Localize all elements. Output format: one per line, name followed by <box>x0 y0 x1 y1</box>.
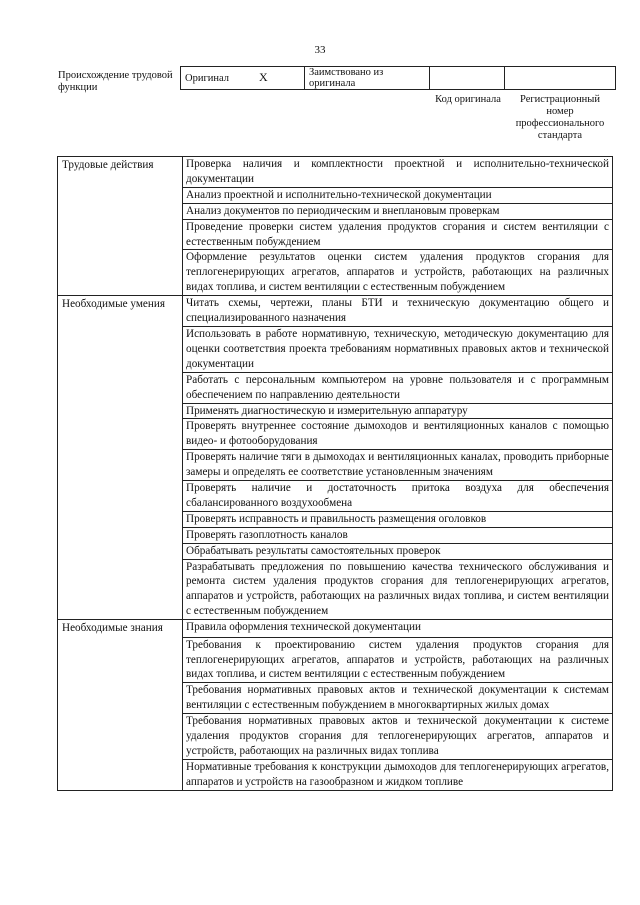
item-description: Правила оформления технической документации <box>183 620 613 637</box>
table-row <box>58 481 613 512</box>
table-row <box>58 403 613 419</box>
section-label-neobkhodimye-znaniya <box>58 683 183 714</box>
section-label-neobkhodimye-znaniya <box>58 637 183 683</box>
table-row <box>58 250 613 296</box>
code-original-label: Код оригинала <box>435 94 501 105</box>
function-table-body <box>58 157 613 791</box>
item-description: Требования нормативных правовых актов и технической документации к системам вентиляции с естественным побуждением в многоквартирных жилых домах <box>183 683 613 714</box>
table-row <box>58 527 613 543</box>
table-row <box>58 187 613 203</box>
item-description: Проверять исправность и правильность размещения оголовков <box>183 511 613 527</box>
item-description: Проверять наличие тяги в дымоходах и вентиляционных каналах, проводить приборные замеры и определять ее соответствие установленным значениям <box>183 450 613 481</box>
item-description: Работать с персональным компьютером на уровне пользователя и с программным обеспечением по направлению деятельности <box>183 372 613 403</box>
section-label-neobkhodimye-umeniya <box>58 419 183 450</box>
item-description: Нормативные требования к конструкции дымоходов для теплогенерирующих агрегатов, аппаратов и устройств на газообразном и жидком топливе <box>183 759 613 790</box>
table-row <box>58 683 613 714</box>
item-description: Требования нормативных правовых актов и технической документации к системе удаления продуктов сгорания для теплогенерирующих агрегатов, аппаратов и устройств, работающих на различных видах топлива <box>183 714 613 760</box>
origin-code-cell <box>430 67 505 90</box>
origin-label: Происхождение трудовой функции <box>58 70 173 93</box>
section-label-neobkhodimye-umeniya <box>58 527 183 543</box>
item-description: Требования к проектированию систем удаления продуктов сгорания для теплогенерирующих агрегатов, аппаратов и устройств, работающих на различных видах топлива, и систем вентиляции с естественным побуждением <box>183 637 613 683</box>
page-number: 33 <box>314 44 326 56</box>
section-label-trudovye-deystviya <box>58 187 183 203</box>
item-description: Проверять газоплотность каналов <box>183 527 613 543</box>
section-label-neobkhodimye-umeniya <box>58 326 183 372</box>
original-mark: X <box>259 70 268 84</box>
item-description: Оформление результатов оценки систем удаления продуктов сгорания для теплогенерирующих агрегатов, аппаратов и устройств, работающих на различных видах топлива, и систем вентиляции с естественным побуждением <box>183 250 613 296</box>
section-label-neobkhodimye-znaniya: Необходимые знания <box>58 620 183 637</box>
table-row <box>58 296 613 327</box>
table-row <box>58 620 613 637</box>
section-label-neobkhodimye-umeniya <box>58 511 183 527</box>
section-label-trudovye-deystviya <box>58 203 183 219</box>
item-description: Проверка наличия и комплектности проектной и исполнительно-технической документации <box>183 157 613 188</box>
item-description: Проведение проверки систем удаления продуктов сгорания и систем вентиляции с естественным побуждением <box>183 219 613 250</box>
table-row <box>58 637 613 683</box>
table-row <box>58 759 613 790</box>
origin-original-cell <box>181 67 305 90</box>
table-row <box>58 511 613 527</box>
table-row <box>58 203 613 219</box>
item-description: Проверять наличие и достаточность притока воздуха для обеспечения сбалансированного воздухообмена <box>183 481 613 512</box>
section-label-neobkhodimye-umeniya <box>58 481 183 512</box>
section-label-trudovye-deystviya <box>58 219 183 250</box>
section-label-trudovye-deystviya: Трудовые действия <box>58 157 183 188</box>
table-row <box>58 450 613 481</box>
section-label-neobkhodimye-umeniya <box>58 543 183 559</box>
table-row <box>58 714 613 760</box>
origin-table <box>180 66 616 90</box>
section-label-neobkhodimye-znaniya <box>58 759 183 790</box>
function-table <box>57 156 613 791</box>
table-row <box>58 157 613 188</box>
original-label: Оригинал <box>185 73 229 84</box>
table-row <box>58 372 613 403</box>
item-description: Разрабатывать предложения по повышению качества технического обслуживания и ремонта систем удаления продуктов сгорания для теплогенерирующих агрегатов, аппаратов и устройств, работающих на различных видах топлива, и систем вентиляции с естественным побуждением <box>183 559 613 620</box>
origin-row <box>181 67 616 90</box>
table-row <box>58 219 613 250</box>
table-row <box>58 419 613 450</box>
reg-number-label: Регистрационный номер профессионального стандарта <box>515 94 605 141</box>
item-description: Анализ проектной и исполнительно-технической документации <box>183 187 613 203</box>
item-description: Проверять внутреннее состояние дымоходов и вентиляционных каналов с помощью видео- и фотооборудования <box>183 419 613 450</box>
table-row <box>58 559 613 620</box>
table-row <box>58 543 613 559</box>
section-label-trudovye-deystviya <box>58 250 183 296</box>
section-label-neobkhodimye-umeniya <box>58 559 183 620</box>
origin-borrowed-cell: Заимствовано из оригинала <box>305 67 430 90</box>
item-description: Применять диагностическую и измерительную аппаратуру <box>183 403 613 419</box>
item-description: Читать схемы, чертежи, планы БТИ и техническую документацию общего и специализированного назначения <box>183 296 613 327</box>
table-row <box>58 326 613 372</box>
section-label-neobkhodimye-umeniya <box>58 450 183 481</box>
section-label-neobkhodimye-umeniya <box>58 372 183 403</box>
origin-reg-cell <box>505 67 616 90</box>
item-description: Анализ документов по периодическим и внеплановым проверкам <box>183 203 613 219</box>
section-label-neobkhodimye-umeniya <box>58 403 183 419</box>
item-description: Использовать в работе нормативную, техническую, методическую документацию для оценки соответствия проекта требованиям нормативных правовых актов и технической документации <box>183 326 613 372</box>
section-label-neobkhodimye-znaniya <box>58 714 183 760</box>
section-label-neobkhodimye-umeniya: Необходимые умения <box>58 296 183 327</box>
item-description: Обрабатывать результаты самостоятельных проверок <box>183 543 613 559</box>
